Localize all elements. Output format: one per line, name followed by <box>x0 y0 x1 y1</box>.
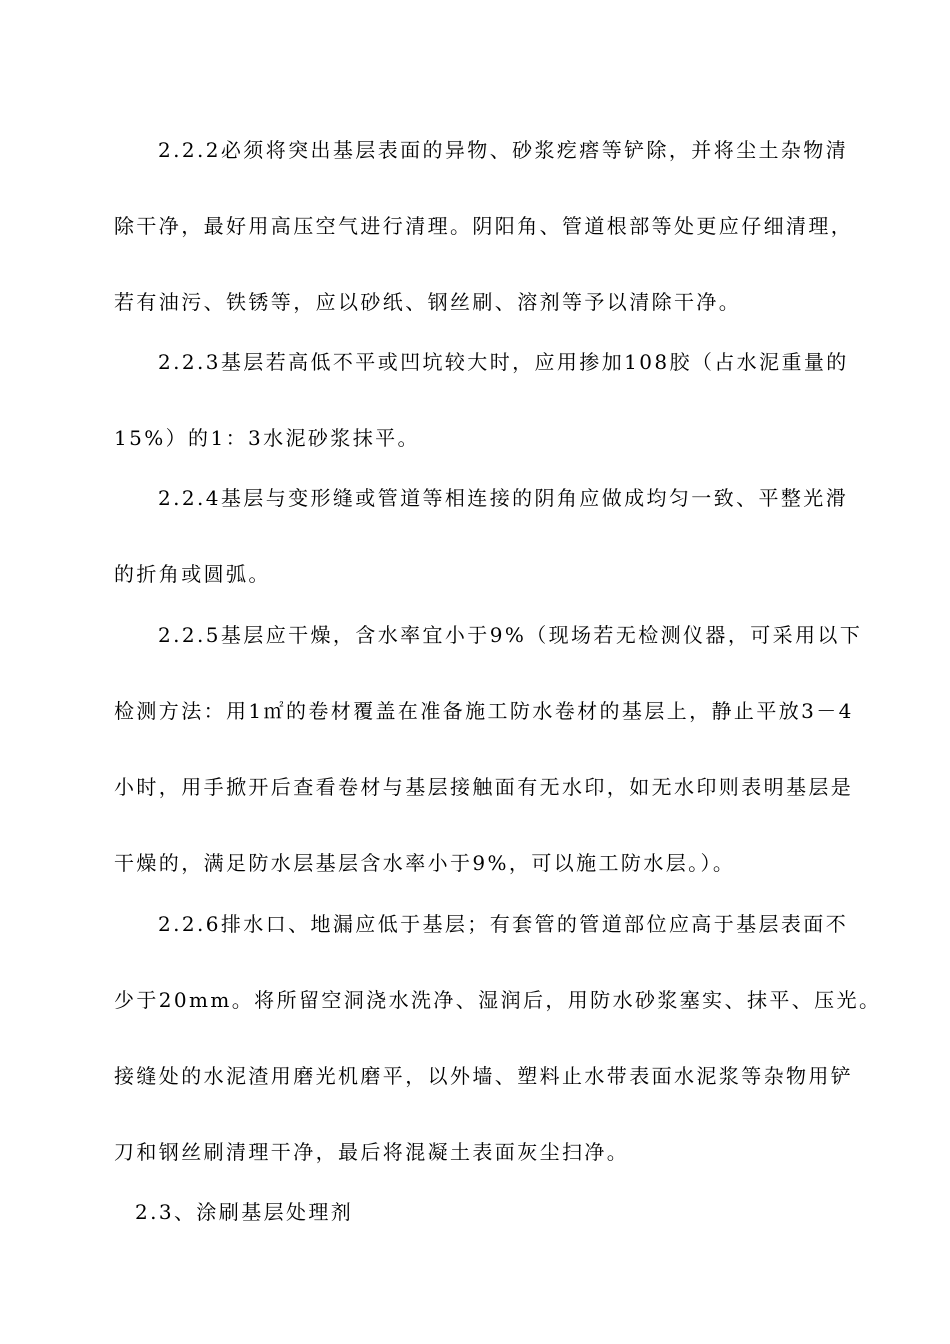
paragraph-2-2-2-line-1: 2.2.2必须将突出基层表面的异物、砂浆疙瘩等铲除，并将尘土杂物清 <box>158 138 849 162</box>
paragraph-2-2-3-line-1: 2.2.3基层若高低不平或凹坑较大时，应用掺加108胶（占水泥重量的 <box>158 350 849 374</box>
line-2-before-superscript: 检测方法：用1㎡ <box>114 699 286 723</box>
paragraph-2-2-5-line-4: 干燥的，满足防水层基层含水率小于9%，可以施工防水层。）。 <box>114 851 736 875</box>
paragraph-2-2-4-line-2: 的折角或圆弧。 <box>114 562 271 586</box>
paragraph-2-2-2-line-3: 若有油污、铁锈等，应以砂纸、钢丝刷、溶剂等予以清除干净。 <box>114 290 742 314</box>
paragraph-2-2-5-line-1: 2.2.5基层应干燥，含水率宜小于9%（现场若无检测仪器，可采用以下 <box>158 623 863 647</box>
section-heading-2-3: 2.3、涂刷基层处理剂 <box>135 1200 354 1224</box>
paragraph-2-2-5-line-2 <box>114 698 854 724</box>
paragraph-2-2-2-line-2: 除干净，最好用高压空气进行清理。阴阳角、管道根部等处更应仔细清理， <box>114 214 854 238</box>
line-2-after-superscript: 的卷材覆盖在准备施工防水卷材的基层上，静止平放3－4 <box>285 699 854 723</box>
paragraph-2-2-6-line-1: 2.2.6排水口、地漏应低于基层；有套管的管道部位应高于基层表面不 <box>158 912 849 936</box>
paragraph-2-2-3-line-2: 15%）的1：3水泥砂浆抹平。 <box>114 426 420 450</box>
paragraph-2-2-6-line-2: 少于20mm。将所留空洞浇水洗净、湿润后，用防水砂浆塞实、抹平、压光。 <box>114 988 882 1012</box>
paragraph-2-2-6-line-3: 接缝处的水泥渣用磨光机磨平，以外墙、塑料止水带表面水泥浆等杂物用铲 <box>114 1064 854 1088</box>
paragraph-2-2-6-line-4: 刀和钢丝刷清理干净，最后将混凝土表面灰尘扫净。 <box>114 1140 630 1164</box>
paragraph-2-2-5-line-3: 小时，用手掀开后查看卷材与基层接触面有无水印，如无水印则表明基层是 <box>114 775 854 799</box>
paragraph-2-2-4-line-1: 2.2.4基层与变形缝或管道等相连接的阴角应做成均匀一致、平整光滑 <box>158 486 849 510</box>
